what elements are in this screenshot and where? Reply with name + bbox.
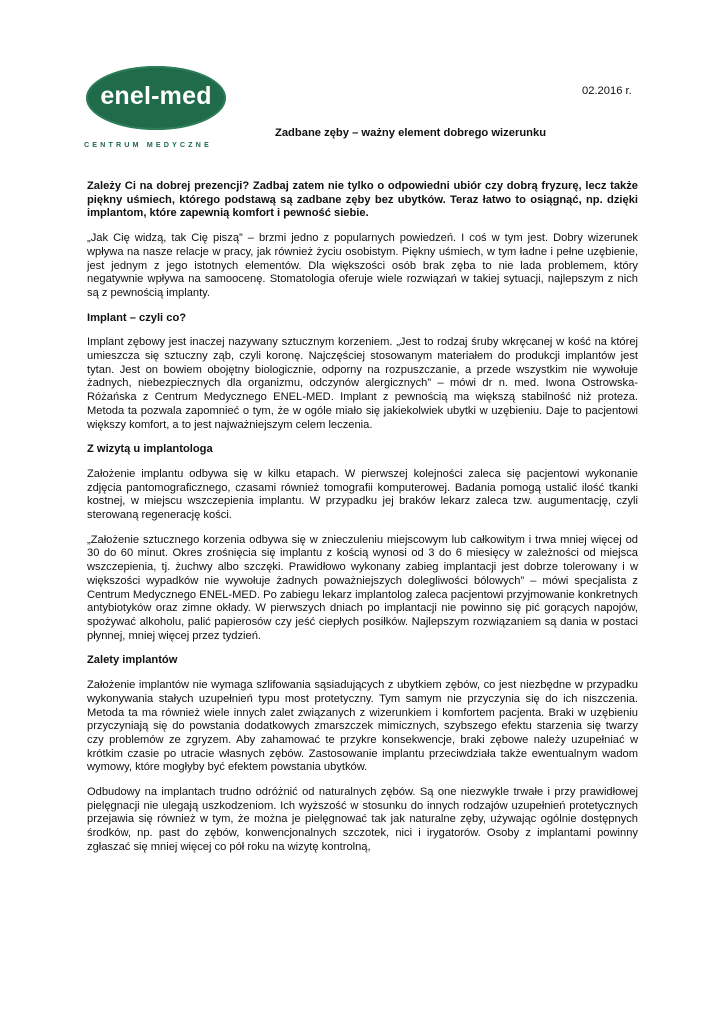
section-paragraph: Odbudowy na implantach trudno odróżnić od naturalnych zębów. Są one niezwykle trwałe i przy prawidłowej pielęgnacji nie ulegają uszkodzeniom. Ich wyższość w stosunku do innych rodzajów uzupełnień protetycznych przejawia się również w tym, że można je pielęgnować tak jak naturalne zęby, używając ogólnie dostępnych środków, np. past do zębów, konwencjonalnych szczotek, nici i irygatorów. Osoby z implantami powinny zgłaszać się mniej więcej co pół roku na wizytę kontrolną, [87,786,638,853]
section-paragraph: „Założenie sztucznego korzenia odbywa się w znieczuleniu miejscowym lub całkowitym i trwa mniej więcej od 30 do 60 minut. Okres zrośnięcia się implantu z kością wynosi od 3 do 6 miesięcy w zależności od miejsca wszczepienia, tj. żuchwy albo szczęki. Prawidłowo wykonany zabieg implantacji jest dobrze tolerowany i w większości wypadków nie wywołuje żadnych poważniejszych dolegliwości bólowych” – mówi specjalista z Centrum Medycznego ENEL-MED. Po zabiegu lekarz implantolog zaleca pacjentowi przyjmowanie konkretnych antybiotyków oraz zimne okłady. W pierwszych dniach po implantacji nie powinno się pić gorących napojów, spożywać alkoholu, palić papierosów czy jeść ciepłych posiłków. Najlepszym rozwiązaniem są dania w postaci płynnej, mniej więcej przez tydzień. [87,533,638,642]
section-paragraph: Założenie implantów nie wymaga szlifowania sąsiadujących z ubytkiem zębów, co jest niezbędne w przypadku wykonywania stałych uzupełnień typu most protetyczny. Tym samym nie przyczynia się do ich niszczenia. Metoda ta ma również wiele innych zalet związanych z wizerunkiem i komfortem pacjenta. Braki w uzębieniu przyczyniają się do powstania dodatkowych zmarszczek mimicznych, szybszego efektu starzenia się twarzy czy problemów ze zgryzem. Aby zahamować te przykre konsekwencje, braki zębowe należy uzupełniać w krótkim czasie po utracie własnych zębów. Zastosowanie implantu przeciwdziała także ewentualnym wadom wymowy, które mogłyby być efektem powstania ubytków. [87,679,638,774]
section-paragraph: Założenie implantu odbywa się w kilku etapach. W pierwszej kolejności zaleca się pacjentowi wykonanie zdjęcia pantomograficznego, czasami również tomografii komputerowej. Badania pomogą ustalić ilość tkanki kostnej, w miejscu wszczepienia implantu. W przypadku jej braków lekarz zaleca tzw. augumentację, czyli sterowaną regenerację kości. [87,467,638,522]
lead-paragraph: Zależy Ci na dobrej prezencji? Zadbaj zatem nie tylko o odpowiedni ubiór czy dobrą fryzurę, lecz także piękny uśmiech, którego podstawą są zadbane zęby bez ubytków. Teraz łatwo to osiągnąć, np. dzięki implantom, które zapewnią komfort i pewność siebie. [87,180,638,220]
logo-oval [86,66,226,130]
document-date: 02.2016 r. [582,85,632,97]
logo-subtitle: CENTRUM MEDYCZNE [84,140,212,149]
logo-name: enel-med [100,82,212,110]
intro-paragraph: „Jak Cię widzą, tak Cię piszą” – brzmi jedno z popularnych powiedzeń. I coś w tym jest. Dobry wizerunek wpływa na nasze relacje w pracy, jak również życiu osobistym. Piękny uśmiech, w tym ładne i pełne uzębienie, jest jednym z jego istotnych elementów. Dla większości osób brak zęba to nie lada problemem, który negatywnie wpływa na samoocenę. Stomatologia oferuje wiele rozwiązań w takiej sytuacji, najlepszym z nich są z pewnością implanty. [87,232,638,299]
enel-med-logo [84,66,229,149]
section-heading-advantages: Zalety implantów [87,654,178,667]
article-body [87,180,638,866]
section-heading-implant: Implant – czyli co? [87,311,187,324]
section-heading-visit: Z wizytą u implantologa [87,443,213,456]
page-title: Zadbane zęby – ważny element dobrego wizerunku [275,127,547,139]
section-paragraph: Implant zębowy jest inaczej nazywany sztucznym korzeniem. „Jest to rodzaj śruby wkręcanej w kość na której umieszcza się sztuczny ząb, czyli koronę. Najczęściej stosowanym materiałem do produkcji implantów jest tytan. Jest on bowiem obojętny biologicznie, odporny na rozpuszczanie, a przede wszystkim nie wywołuje żadnych, niebezpiecznych dla organizmu, odczynów alergicznych” – mówi dr n. med. Iwona Ostrowska-Różańska z Centrum Medycznego ENEL-MED. Implant z pewnością ma większą stabilność niż proteza. Metoda ta pozwala zapomnieć o tym, że w ogóle miało się jakiekolwiek ubytki w uzębieniu. Daje to pacjentowi większy komfort, a to jest najważniejszym celem leczenia. [87,336,638,431]
